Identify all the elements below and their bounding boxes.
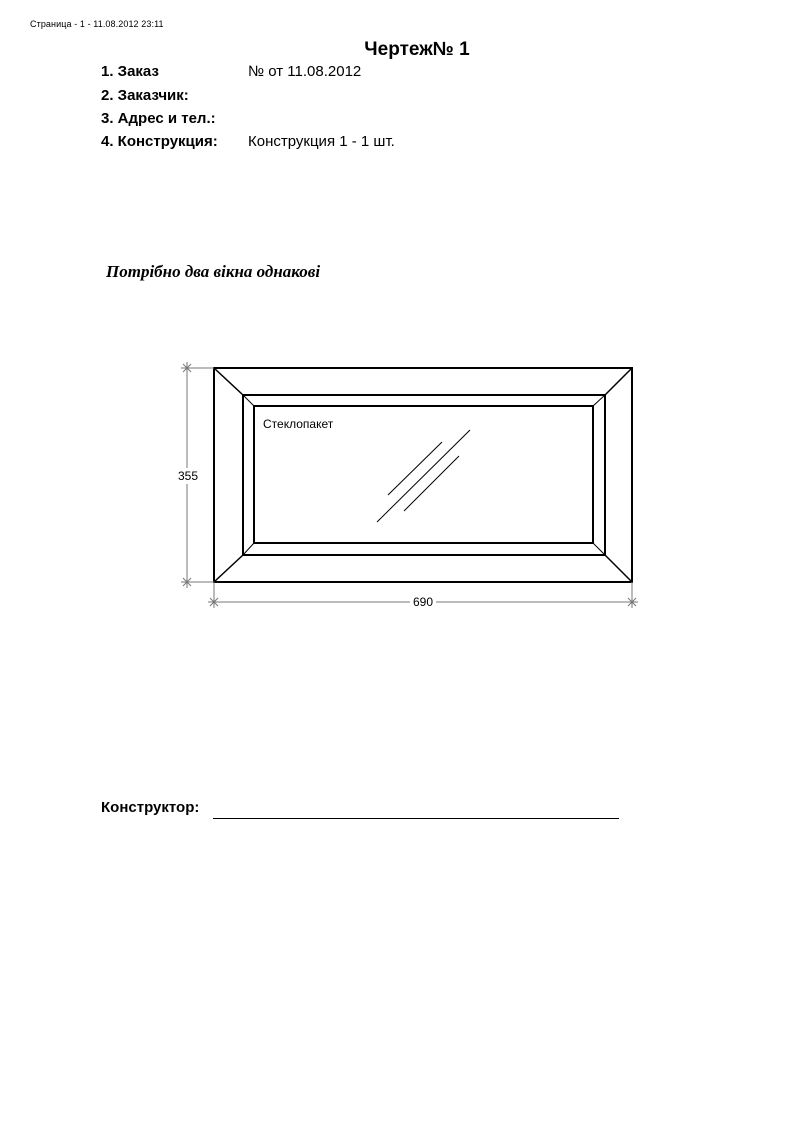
signature-label	[101, 799, 199, 816]
frame-outer	[214, 368, 632, 582]
page-stamp: Страница - 1 - 11.08.2012 23:11	[30, 19, 164, 29]
height-dimension-label: 355	[177, 469, 199, 483]
field-label: 1. Заказ	[101, 63, 159, 80]
signature-label-text: Конструктор:	[101, 799, 200, 816]
field-label: 3. Адрес и тел.:	[101, 110, 216, 127]
field-value: № от 11.08.2012	[248, 63, 362, 80]
note-text: Потрібно два вікна однакові	[106, 262, 321, 281]
signature-line	[213, 818, 619, 819]
field-value: Конструкция 1 - 1 шт.	[248, 133, 395, 150]
field-label: 2. Заказчик:	[101, 87, 189, 104]
glass-label: Стеклопакет	[263, 417, 334, 431]
width-dimension-label: 690	[412, 595, 434, 609]
page-title: Чертеж№ 1	[364, 39, 470, 60]
frame-miters	[214, 368, 632, 582]
glass-reflection	[377, 430, 470, 522]
field-label: 4. Конструкция:	[101, 133, 218, 150]
